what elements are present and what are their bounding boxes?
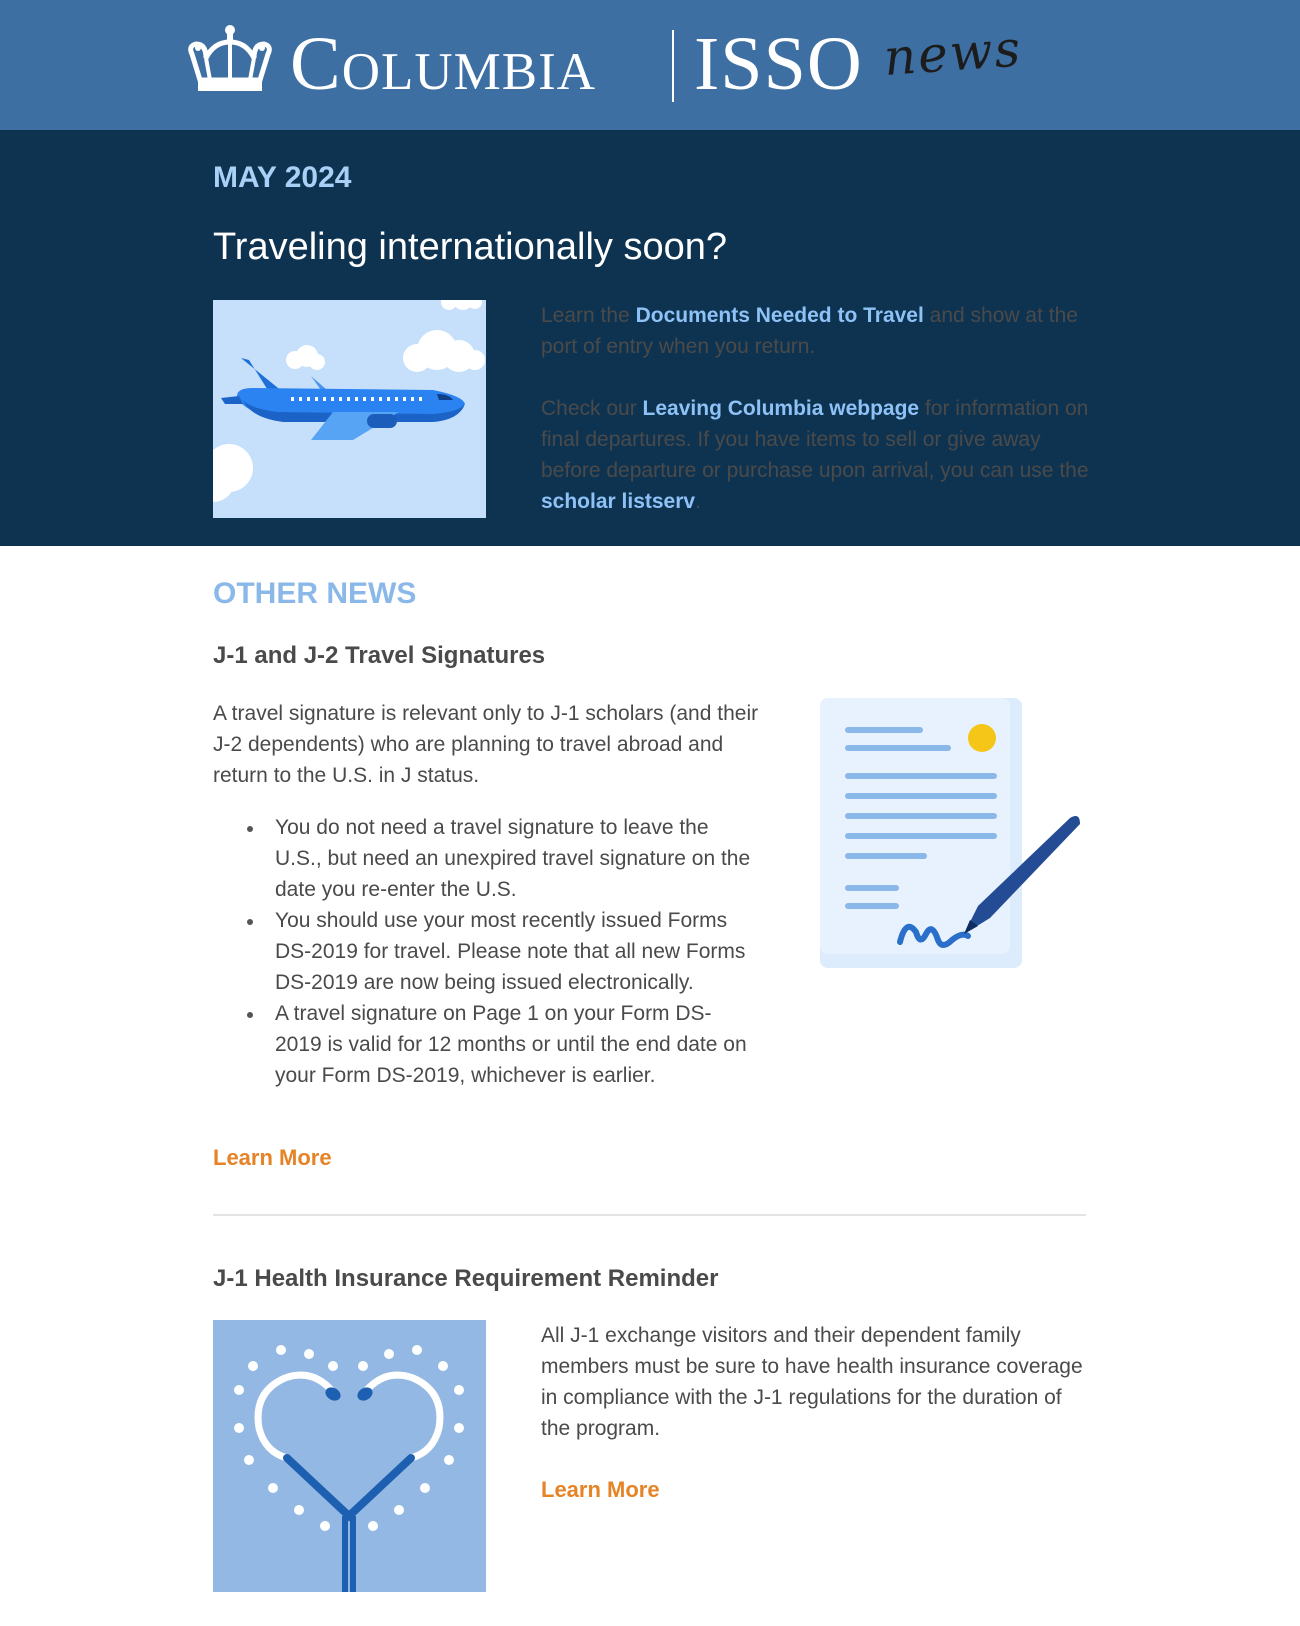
bullet-dot — [247, 919, 253, 925]
hero-paragraph-documents — [541, 300, 1096, 362]
other-news-heading: OTHER NEWS — [213, 577, 417, 610]
health-insurance-body: All J-1 exchange visitors and their dependent family members must be sure to have health insurance coverage in compliance with the J-1 regulations for the duration of the program. — [541, 1324, 1083, 1440]
leaving-columbia-link[interactable]: Leaving Columbia webpage — [642, 397, 920, 420]
brand-tagline: news — [881, 19, 1024, 87]
brand-name: Columbia — [290, 22, 597, 106]
health-insurance-learn-more-link[interactable]: Learn More — [541, 1477, 660, 1502]
hero-section — [0, 130, 1300, 546]
hero-p2-text-start: Check our — [541, 397, 643, 420]
brand-divider — [672, 30, 674, 102]
hero-p2-text-middle: for information on final departures. If you have items to sell or give away before departure or purchase upon arrival, you can use the — [541, 397, 1089, 482]
hero-paragraph-leaving — [541, 393, 1096, 517]
bullet-text: A travel signature on Page 1 on your Form DS-2019 is valid for 12 months or until the end date on your Form DS-2019, whichever is earlier. — [275, 1002, 747, 1087]
bullet-text: You do not need a travel signature to leave the U.S., but need an unexpired travel signature on the date you re-enter the U.S. — [275, 816, 751, 901]
bullet-dot — [247, 1012, 253, 1018]
hero-p1-text-start: Learn the — [541, 304, 636, 327]
header-bar — [0, 0, 1300, 130]
list-item — [247, 905, 757, 998]
airplane-illustration — [213, 300, 486, 518]
bullet-dot — [247, 826, 253, 832]
list-item — [247, 812, 757, 905]
stethoscope-heart-illustration — [213, 1320, 486, 1592]
list-item — [247, 998, 757, 1091]
article-title-health-insurance: J-1 Health Insurance Requirement Reminder — [213, 1265, 719, 1292]
hero-text — [541, 300, 1096, 548]
travel-signatures-intro: A travel signature is relevant only to J-1 scholars (and their J-2 dependents) who are planning to travel abroad and return to the U.S. in J status. — [213, 702, 759, 787]
hero-p2-text-end: . — [695, 490, 701, 513]
bullet-text: You should use your most recently issued Forms DS-2019 for travel. Please note that all new Forms DS-2019 are now being issued electronically. — [275, 909, 746, 994]
hero-p1-text-end: and show at the port of entry when you return. — [541, 304, 1078, 358]
scholar-listserv-link[interactable]: scholar listserv — [541, 490, 696, 513]
travel-signatures-learn-more-link[interactable]: Learn More — [213, 1145, 332, 1170]
hero-title: Traveling internationally soon? — [213, 226, 728, 268]
issue-date: MAY 2024 — [213, 161, 352, 194]
signed-document-illustration — [818, 696, 1086, 970]
crown-logo-icon — [184, 24, 276, 96]
travel-signatures-bullets — [247, 812, 757, 1091]
documents-needed-link[interactable]: Documents Needed to Travel — [635, 304, 924, 327]
brand-unit: ISSO — [694, 22, 863, 106]
section-divider — [213, 1214, 1086, 1216]
article-title-travel-signatures: J-1 and J-2 Travel Signatures — [213, 642, 546, 669]
